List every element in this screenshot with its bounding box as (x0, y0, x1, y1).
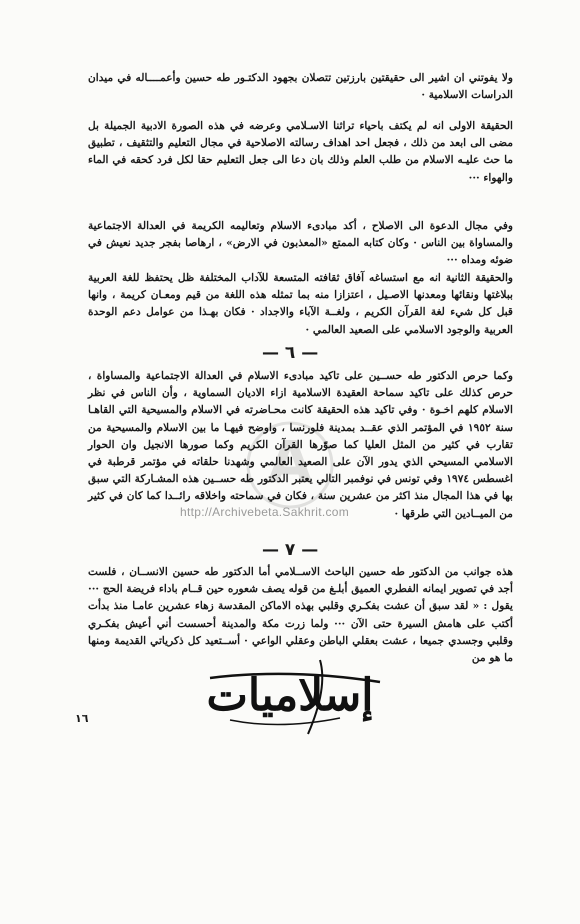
paragraph-second-fact: والحقيقة الثانية انه مع استساغه آفاق ثقافته المتسعة للآداب المختلفة ظل يحتفظ للغة العربية ببلاغتها ونقائها ومعدنها الاصـيل ، اعتزازا منه بما تمثله هذه اللغة من قيم ومعـان كريمة ، وانها قبل كل شيء لغة القرآن الكريم ، ولغــة الآباء والاجداد · فكان بهـذا من عوامل دعم الوحدة العربية والوجود الاسلامي على الصعيد العالمي · (88, 272, 513, 336)
islamiyat-signature (170, 648, 400, 738)
paragraph-first-fact: الحقيقة الاولى انه لم يكتف باحياء تراثنا الاسـلامي وعرضه في هذه الصورة الادبية الجميلة بل مضى الى ابعد من ذلك ، فجعل احد اهداف رسالته الاصلاحية في مجال التعليم والتثقيف ، تطبيق ما حث عليـه الاسلام من طلب العلم وذلك بان دعا الى جعل التعليم حقا لكل فرد كحقه في الماء والهواء ··· (88, 120, 513, 184)
svg-text:إسلاميات: إسلاميات (206, 670, 374, 721)
paragraph-human: هذه جوانب من الدكتور طه حسين الباحث الاســلامي أما الدكتور طه حسين الانســان ، فلست أجد في تصوير ايمانه الفطري العميق أبلـغ من قوله يصف شعوره حين قــام باداء فريضة الحج ··· يقول : « لقد سبق أن عشت بفكـري وقلبي بهذه الاماكن المقدسة زهاء عشرين عامـا منذ بدأت أكتب على هامش السيرة حتى الآن ··· ولما زرت مكة والمدينة أحسست أني أعيش بفكـري وقلبي وجسدي جميعا ، عشت بعقلي الباطن وعقلي الواعي · أســتعيد كل ذكرياتي القديمة ومنها ما هو من (88, 566, 513, 665)
svg-text:A: A (267, 428, 313, 496)
paragraph-intro: ولا يفوتني ان اشير الى حقيقتين بارزتين تتصلان بجهود الدكتـور طه حسين وأعمــــاله في ميدان الدراسات الاسلامية · (88, 72, 513, 102)
section-mark-7: — ٧ — (262, 540, 319, 560)
watermark-url: http://Archivebeta.Sakhrit.com (180, 505, 350, 519)
section-mark-6: — ٦ — (262, 343, 319, 363)
paragraph-reform: وفي مجال الدعوة الى الاصلاح ، أكد مبادىء الاسلام وتعاليمه الكريمة في العدالة الاجتماعية والمساواة بين الناس · وكان كتابه الممتع «المعذبون في الارض» ، ارهاصا بفجر جديد نعيش في ضوئه ومداه ··· (88, 220, 513, 267)
page-number: ١٦ (75, 712, 89, 725)
paragraph-tolerance: وكما حرص الدكتور طه حســين على تاكيد مبادىء الاسلام في العدالة الاجتماعية والمساواة ، حرص كذلك على تاكيد سماحة العقيدة الاسلامية ازاء الاديان السماوية ، وأن الناس في نظر الاسلام كلهم اخـوة · وفي تاكيد هذه الحقيقة كانت محـاضرته في الاسلام والمسيحية التي القاهـا سنة ١٩٥٢ في المؤتمر الذي عقــد بمدينة فلورنسا ، واوضح فيهـا ما بين الاسلام والمسيحية من تقارب في كثير من المثل العليا كما صوّرها القرآن الكريم وكما صورها الانجيل وان الحوار الاسلامي المسيحي الذي يدور الآن على الصعيد العالمي وشهدنا حلقاته في مؤتمر قرطبة في اغسطس ١٩٧٤ وفي تونس في نوفمبر التالي يعتبر الدكتور طه حســين هذه المشـاركة التي سبق بها في هذا المجال منذ اكثر من عشرين سنة ، فكان في سماحته واخلاقه رائــدا كما كان في كثير من الميــادين التي طرقها · (88, 370, 513, 520)
